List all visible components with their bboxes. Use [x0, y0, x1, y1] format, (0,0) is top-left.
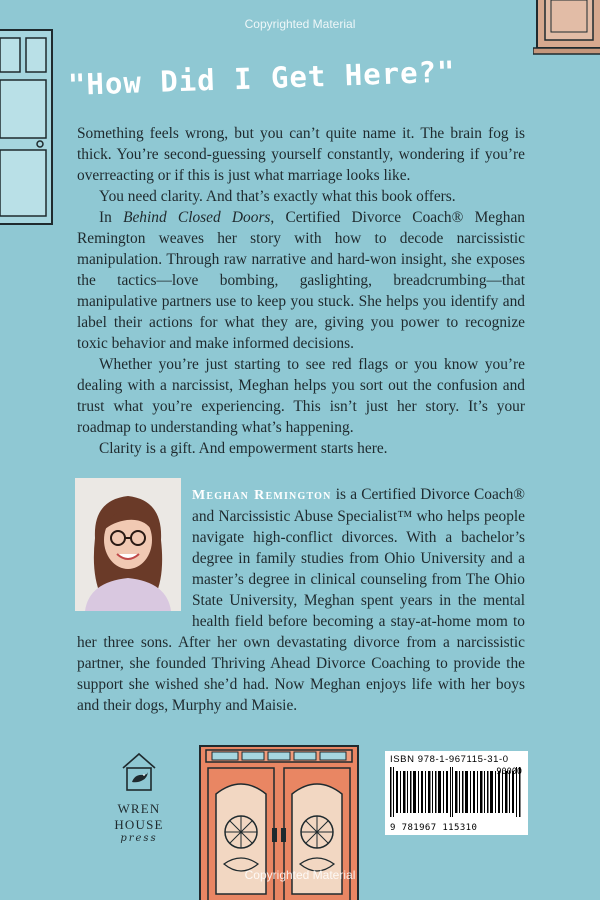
- paragraph-prefix: In: [99, 209, 124, 226]
- price-code: 90000: [496, 767, 522, 777]
- publisher-press: press: [120, 833, 158, 844]
- description-paragraph: Whether you’re just starting to see red flags or you know you’re dealing with a narcissist, Meghan helps you sort out the confusion and trust what you’re experiencing. This isn’t just her story. It’s your roadmap to understanding what’s happening.: [77, 356, 525, 436]
- headline: "How Did I Get Here?": [67, 54, 457, 102]
- copyright-watermark-top: Copyrighted Material: [244, 17, 356, 31]
- description-paragraph: You need clarity. And that’s exactly what this book offers.: [99, 188, 456, 205]
- description-paragraph: Clarity is a gift. And empowerment starts here.: [99, 440, 388, 457]
- description-paragraph: [77, 207, 525, 354]
- book-description: [77, 123, 525, 459]
- door-illustration-left: [0, 28, 56, 226]
- author-bio-text: is a Certified Divorce Coach® and Narcissistic Abuse Specialist™ who helps people navigate high-conflict divorces. With a bachelor’s degree in family studies from Ohio University and a master’s degree in clinical counseling from The Ohio State University, Meghan spent years in the mental health field before becoming a stay-at-home mom to her three sons. After her own devastating divorce from a narcissistic partner, she founded Thriving Ahead Divorce Coaching to provide the support she wished she’d had. Now Meghan enjoys life with her boys and their dogs, Murphy and Maisie.: [77, 486, 526, 714]
- publisher-name: WREN HOUSE: [114, 801, 164, 832]
- isbn-barcode: [385, 751, 528, 835]
- photo-spacer: [77, 484, 192, 624]
- isbn-label: ISBN 978-1-967115-31-0: [390, 754, 509, 765]
- door-illustration-top-right: [533, 0, 600, 56]
- author-bio: [77, 484, 525, 716]
- publisher-logo: [98, 750, 180, 844]
- description-paragraph: Something feels wrong, but you can’t quite name it. The brain fog is thick. You’re second-guessing yourself constantly, wondering if you’re overreacting or if this is just what marriage looks like.: [77, 125, 525, 184]
- book-title: Behind Closed Doors: [123, 209, 271, 226]
- barcode-digits: 9 781967 115310: [390, 823, 478, 833]
- paragraph-text: , Certified Divorce Coach® Meghan Remington weaves her story with how to decode narcissistic manipulation. Through raw narrative and hard-won insight, she exposes the tactics—love bombing, gaslighting, breadcrumbing—that manipulative partners use to keep you stuck. She helps you identify and label their actions for what they are, giving you power to recognize toxic behavior and make informed decisions.: [77, 209, 525, 352]
- author-name: Meghan Remington: [192, 488, 332, 503]
- wren-house-icon: [119, 750, 159, 792]
- copyright-watermark-bottom: Copyrighted Material: [244, 868, 356, 882]
